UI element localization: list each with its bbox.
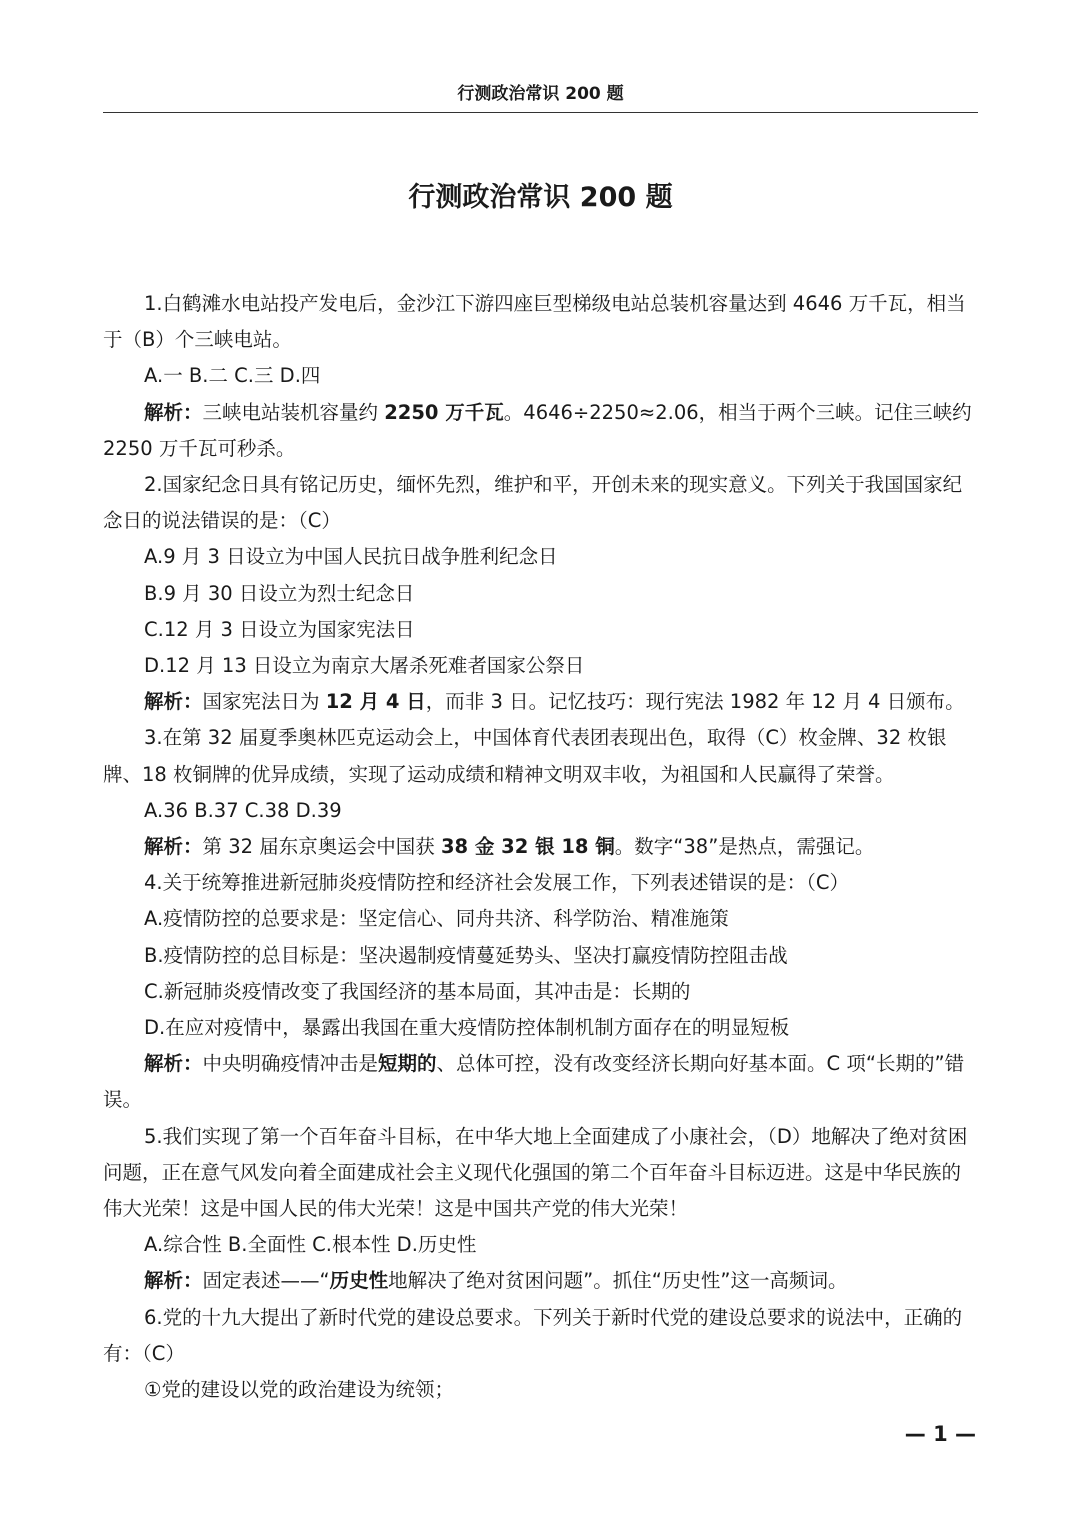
question-3-analysis [103,829,978,865]
analysis-key-point: 38 金 32 银 18 铜 [440,835,615,859]
analysis-text: 、总体可控，没有改变经济长期向好基本面。C 项“长期的”错误。 [103,1052,965,1112]
question-2-option-a: A.9 月 3 日设立为中国人民抗日战争胜利纪念日 [144,545,558,569]
analysis-label: 解析： [144,835,203,859]
running-header-title: 行测政治常识 200 题 [457,84,624,104]
analysis-text: 。数字“38”是热点，需强记。 [614,835,875,859]
question-5-stem: 5.我们实现了第一个百年奋斗目标，在中华大地上全面建成了小康社会，（D）地解决了绝对贫困问题，正在意气风发向着全面建成社会主义现代化强国的第二个百年奋斗目标迈进。这是中华民族的伟大光荣！这是中国人民的伟大光荣！这是中国共产党的伟大光荣！ [103,1124,968,1221]
question-1-options: A.一 B.二 C.三 D.四 [144,364,321,388]
analysis-key-point: 短期的 [378,1052,437,1076]
question-1-stem: 1.白鹤滩水电站投产发电后，金沙江下游四座巨型梯级电站总装机容量达到 4646 万千瓦，相当于（B）个三峡电站。 [103,292,966,352]
question-4-option-c: C.新冠肺炎疫情改变了我国经济的基本局面，其冲击是：长期的 [144,979,691,1003]
question-list [103,286,978,1408]
analysis-text: 中央明确疫情冲击是 [202,1052,379,1076]
question-4-option-d: D.在应对疫情中，暴露出我国在重大疫情防控体制机制方面存在的明显短板 [144,1016,790,1040]
question-1-analysis [103,395,978,467]
question-2-option-c: C.12 月 3 日设立为国家宪法日 [144,617,415,641]
analysis-label: 解析： [144,1269,203,1293]
analysis-text: 。4646÷2250≈2.06，相当于两个三峡。记住三峡约 2250 万千瓦可秒杀。 [103,400,972,460]
question-3-options: A.36 B.37 C.38 D.39 [144,798,342,822]
analysis-key-point: 历史性 [329,1269,389,1293]
analysis-text: 固定表述——“ [202,1269,330,1293]
question-2-option-b: B.9 月 30 日设立为烈士纪念日 [144,581,415,605]
analysis-text: 三峡电站装机容量约 [202,400,385,424]
analysis-text: 地解决了绝对贫困问题”。抓住“历史性”这一高频词。 [388,1269,848,1293]
question-4-option-a: A.疫情防控的总要求是：坚定信心、同舟共济、科学防治、精准施策 [144,907,729,931]
question-5-analysis [103,1263,978,1299]
page-number: — 1 — [904,1422,976,1446]
analysis-key-point: 12 月 4 日 [325,690,426,714]
analysis-text: 第 32 届东京奥运会中国获 [202,835,441,859]
document-title: 行测政治常识 200 题 [408,182,673,213]
question-4-analysis [103,1046,978,1118]
analysis-label: 解析： [144,1052,203,1076]
question-2-option-d: D.12 月 13 日设立为南京大屠杀死难者国家公祭日 [144,654,585,678]
analysis-label: 解析： [144,690,203,714]
question-6-stem: 6.党的十九大提出了新时代党的建设总要求。下列关于新时代党的建设总要求的说法中，正确的有：（C） [103,1305,963,1365]
question-4-option-b: B.疫情防控的总目标是：坚决遏制疫情蔓延势头、坚决打赢疫情防控阻击战 [144,943,788,967]
question-5-options: A.综合性 B.全面性 C.根本性 D.历史性 [144,1233,477,1257]
question-4-stem: 4.关于统筹推进新冠肺炎疫情防控和经济社会发展工作，下列表述错误的是：（C） [144,871,849,895]
header-divider [103,112,978,113]
question-6-item-1: ①党的建设以党的政治建设为统领； [144,1378,454,1402]
question-2-analysis [103,684,978,720]
question-2-stem: 2.国家纪念日具有铭记历史，缅怀先烈，维护和平，开创未来的现实意义。下列关于我国国家纪念日的说法错误的是：（C） [103,473,963,533]
analysis-text: 国家宪法日为 [202,690,326,714]
analysis-label: 解析： [144,400,203,424]
analysis-key-point: 2250 万千瓦 [384,400,504,424]
analysis-text: ，而非 3 日。记忆技巧：现行宪法 1982 年 12 月 4 日颁布。 [425,690,965,714]
question-3-stem: 3.在第 32 届夏季奥林匹克运动会上，中国体育代表团表现出色，取得（C）枚金牌、32 枚银牌、18 枚铜牌的优异成绩，实现了运动成绩和精神文明双丰收，为祖国和人民赢得了荣誉。 [103,726,947,786]
